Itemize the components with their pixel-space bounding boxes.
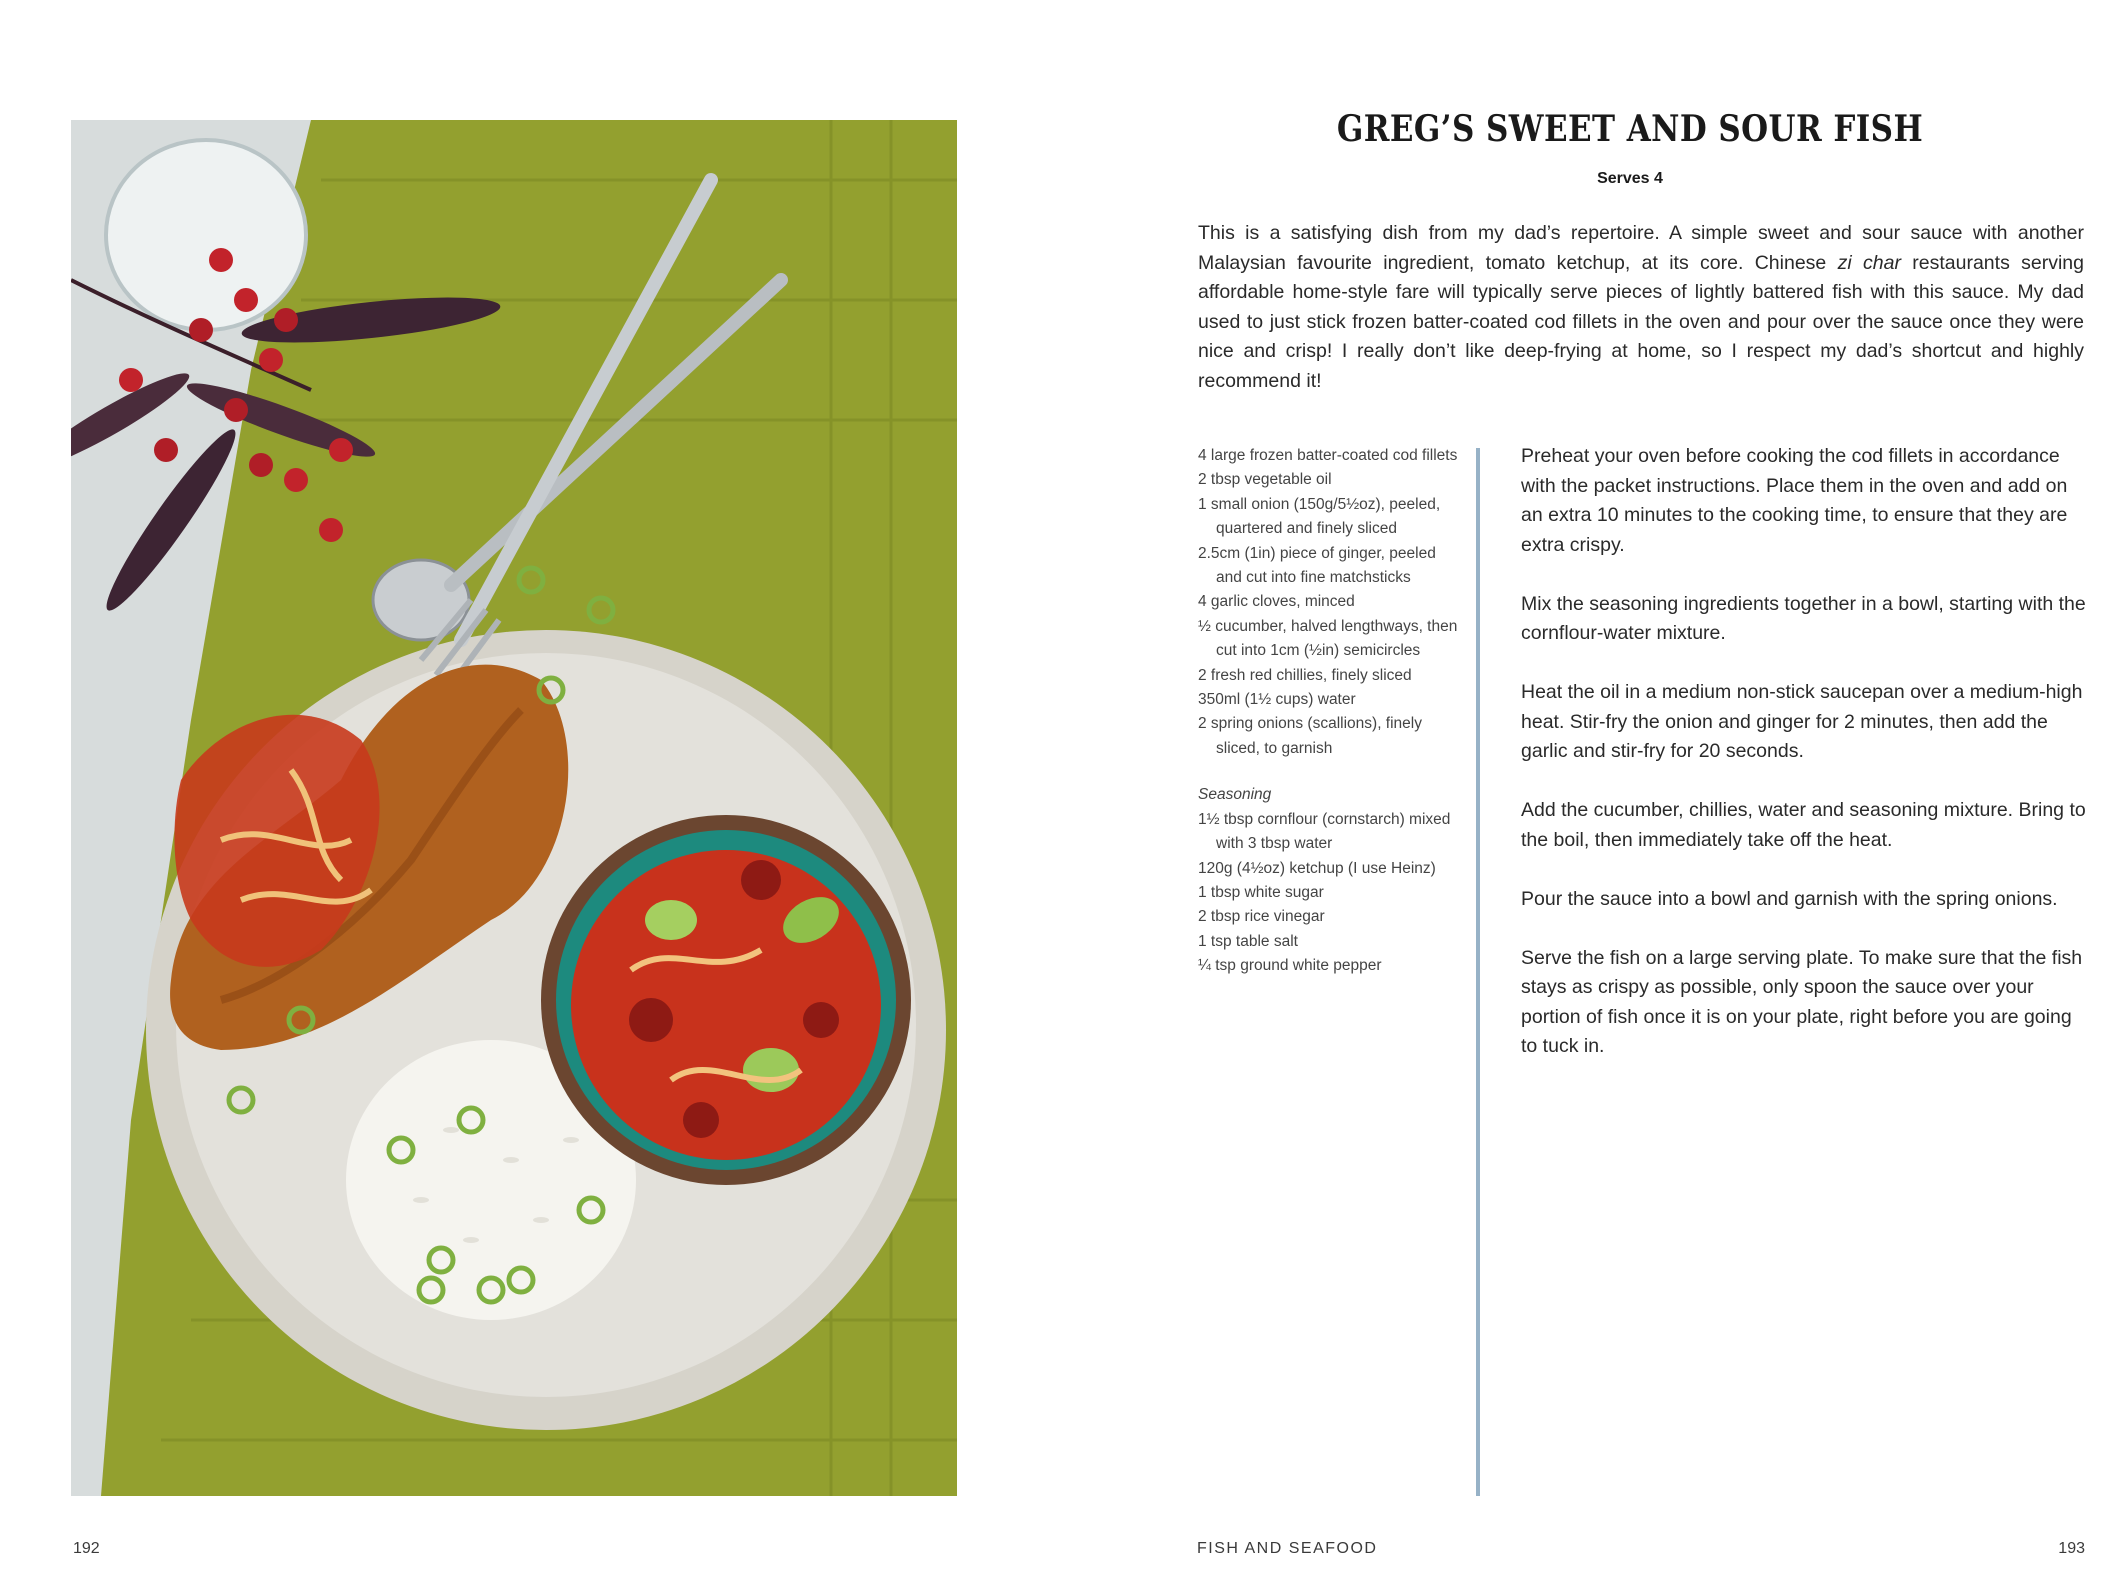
ingredient-item: 2 fresh red chillies, finely sliced	[1198, 666, 1412, 684]
ingredient-item: 4 large frozen batter-coated cod fillets	[1198, 447, 1458, 464]
ingredient-item: 1 small onion (150g/5½oz), peeled, quartered and finely sliced	[1198, 495, 1441, 538]
dish-photo	[71, 120, 957, 1496]
seasoning-item: 1 tbsp white sugar	[1198, 883, 1324, 901]
seasoning-item: 1 tsp table salt	[1198, 932, 1298, 950]
dish-photo-illustration	[71, 120, 957, 1496]
section-running-head: FISH AND SEAFOOD	[1197, 1540, 1378, 1557]
seasoning-item: 1½ tbsp cornflour (cornstarch) mixed with 3 tbsp water	[1198, 810, 1451, 853]
method-step: Mix the seasoning ingredients together in a bowl, starting with the cornflour-water mixture.	[1521, 592, 2086, 644]
ingredient-item: 4 garlic cloves, minced	[1198, 593, 1355, 611]
recipe-intro	[1198, 219, 2084, 396]
water-glass	[106, 140, 306, 330]
seasoning-item: ¼ tsp ground white pepper	[1198, 957, 1382, 975]
seasoning-item: 120g (4½oz) ketchup (I use Heinz)	[1198, 859, 1436, 877]
ingredient-item: 2.5cm (1in) piece of ginger, peeled and cut into fine matchsticks	[1198, 544, 1436, 587]
seasoning-item: 2 tbsp rice vinegar	[1198, 908, 1325, 926]
method-step: Pour the sauce into a bowl and garnish with the spring onions.	[1521, 887, 2058, 910]
ingredient-item: 350ml (1½ cups) water	[1198, 691, 1356, 709]
method-step: Heat the oil in a medium non-stick saucepan over a medium-high heat. Stir-fry the onion and ginger for 2 minutes, then add the garlic and stir-fry for 20 seconds.	[1521, 681, 2083, 762]
recipe-title: GREG’S SWEET AND SOUR FISH	[1336, 108, 1924, 150]
intro-italic-term: zi char	[1837, 251, 1901, 274]
intro-text-end: restaurants serving affordable home-style fare will typically serve pieces of lightly battered fish with this sauce. My dad used to just stick frozen batter-coated cod fillets in the oven and pour over the sauce once they were nice and crisp! I really don’t like deep-frying at home, so I respect my dad’s shortcut and highly recommend it!	[1198, 251, 2085, 392]
method-step: Serve the fish on a large serving plate. To make sure that the fish stays as crispy as possible, only spoon the sauce over your portion of fish once it is on your plate, right before you are going to tuck in.	[1521, 946, 2083, 1057]
serves-label: Serves 4	[1597, 170, 1663, 187]
sweet-sour-sauce	[571, 850, 881, 1160]
seasoning-heading: Seasoning	[1198, 786, 1272, 804]
ingredient-item: 2 tbsp vegetable oil	[1198, 471, 1332, 489]
method-step: Preheat your oven before cooking the cod fillets in accordance with the packet instructions. Place them in the oven and add on an extra 10 minutes to the cooking time, to ensure that they are extra crispy.	[1521, 445, 2068, 556]
column-divider	[1476, 448, 1480, 1496]
ingredients-list	[1198, 444, 1458, 979]
method-steps	[1521, 442, 2091, 1091]
ingredient-item: 2 spring onions (scallions), finely sliced, to garnish	[1198, 715, 1422, 757]
page-number-left: 192	[73, 1540, 100, 1557]
ingredient-item: ½ cucumber, halved lengthways, then cut into 1cm (½in) semicircles	[1198, 617, 1458, 660]
intro-text-start: This is a satisfying dish from my dad’s repertoire. A simple sweet and sour sauce with another Malaysian favourite ingredient, tomato ketchup, at its core. Chinese	[1198, 222, 2084, 274]
page-number-right: 193	[2058, 1540, 2085, 1557]
method-step: Add the cucumber, chillies, water and seasoning mixture. Bring to the boil, then immediately take off the heat.	[1521, 799, 2086, 851]
